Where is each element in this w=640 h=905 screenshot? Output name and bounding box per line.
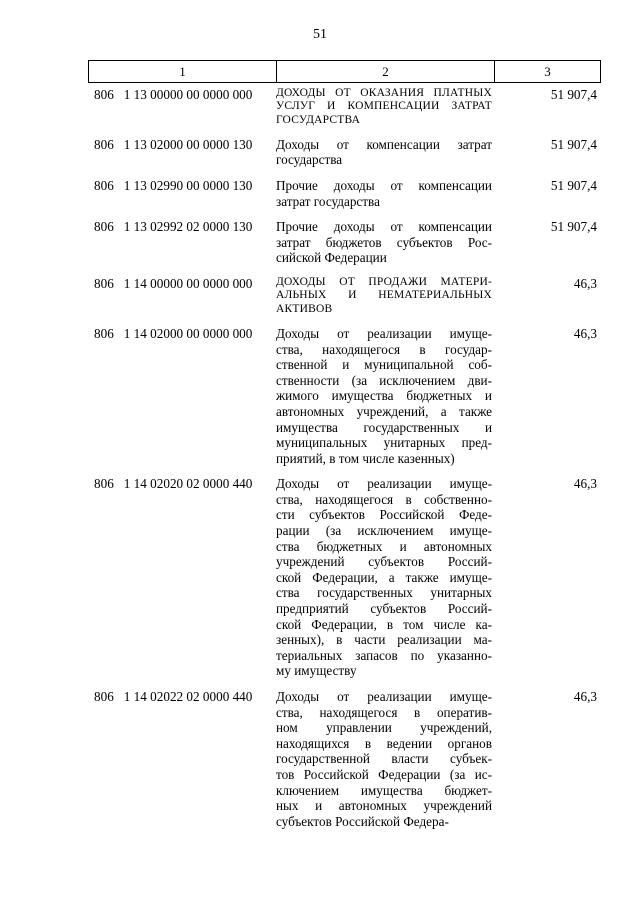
amount-cell: 46,3 [573,689,597,704]
description-line: жимого имущества бюджетных и [276,388,492,404]
description-line: приятий, в том числе казенных) [276,450,455,466]
description-line: Доходы от реализации имуще- [276,325,492,341]
classification-code: 1 13 02990 00 0000 130 [123,178,253,194]
description-line: сти субъектов Российской Феде- [276,507,492,523]
budget-code-cell [88,87,272,127]
amount-cell: 51 907,4 [550,219,597,235]
budget-code-cell [88,326,272,466]
revenue-description [272,87,492,127]
description-line: АКТИВОВ [276,302,333,315]
column-header-table [88,60,601,83]
description-line: субъектов Российской Федера- [276,813,449,829]
description-line: Доходы от реализации имуще- [276,689,492,704]
budget-code-cell [88,276,272,316]
description-line: ства, находящегося в государ- [276,341,492,357]
description-line: государства [276,152,343,168]
revenue-description [272,689,492,829]
description-line: ном управлении учреждений, [276,720,492,736]
amount-cell: 46,3 [573,325,597,341]
description-line: териальных запасов по указанно- [276,647,492,663]
description-line: затрат бюджетов субъектов Рос- [276,234,492,250]
admin-code: 806 [94,178,114,194]
admin-code: 806 [94,219,114,235]
classification-code: 1 13 02000 00 0000 130 [123,136,253,152]
budget-code-cell [88,137,272,168]
table-row [88,476,600,679]
description-line: ДОХОДЫ ОТ ОКАЗАНИЯ ПЛАТНЫХ [276,87,492,99]
classification-code: 1 13 02992 02 0000 130 [123,219,253,235]
description-line: АЛЬНЫХ И НЕМАТЕРИАЛЬНЫХ [276,289,492,302]
description-line: ключением имущества бюджет- [276,782,492,798]
classification-code: 1 14 02022 02 0000 440 [123,689,253,704]
budget-code-cell [88,219,272,266]
description-line: зенных), в части реализации ма- [276,632,492,648]
description-line: ственности (за исключением дви- [276,372,492,388]
table-row [88,689,600,829]
revenue-description [272,137,492,168]
admin-code: 806 [94,325,114,341]
budget-code-cell [88,178,272,209]
amount-cell: 46,3 [573,276,597,292]
revenue-description [272,276,492,316]
description-line: ственной и муниципальной соб- [276,357,492,373]
amount-cell: 51 907,4 [550,87,597,102]
description-line: ской Федерации, в том числе ка- [276,616,492,632]
description-line: ства, находящегося в собственно- [276,491,492,507]
description-line: сийской Федерации [276,250,387,266]
description-line: государственной власти субъек- [276,751,492,767]
classification-code: 1 14 02000 00 0000 000 [123,325,253,341]
description-line: Доходы от реализации имуще- [276,476,492,492]
description-line: находящихся в ведении органов [276,735,492,751]
admin-code: 806 [94,689,114,704]
column-header-1: 1 [89,61,277,83]
admin-code: 806 [94,476,114,492]
description-line: ства, находящегося в оператив- [276,704,492,720]
table-row [88,178,600,209]
revenue-description [272,178,492,209]
description-line: затрат государства [276,193,380,209]
budget-code-cell [88,689,272,829]
description-line: ства государственных унитарных [276,585,492,601]
table-row [88,219,600,266]
admin-code: 806 [94,87,114,102]
column-header-3: 3 [495,61,601,83]
column-header-row [89,61,601,83]
description-line: ской Федерации, а также имуще- [276,569,492,585]
description-line: ГОСУДАРСТВА [276,113,361,126]
description-line: тов Российской Федерации (за ис- [276,766,492,782]
description-line: Прочие доходы от компенсации [276,178,492,194]
description-line: Доходы от компенсации затрат [276,136,492,152]
classification-code: 1 13 00000 00 0000 000 [123,87,253,102]
classification-code: 1 14 02020 02 0000 440 [123,476,253,492]
revenue-description [272,219,492,266]
table-row [88,137,600,168]
description-line: имущества государственных и [276,419,492,435]
amount-cell: 51 907,4 [550,178,597,194]
description-line: УСЛУГ И КОМПЕНСАЦИИ ЗАТРАТ [276,100,492,113]
budget-code-cell [88,476,272,679]
page-number: 51 [313,27,327,42]
table-row [88,276,600,316]
description-line: Прочие доходы от компенсации [276,219,492,235]
revenue-description [272,476,492,679]
revenue-description [272,326,492,466]
description-line: учреждений субъектов Россий- [276,554,492,570]
column-header-2: 2 [277,61,495,83]
amount-cell: 51 907,4 [550,136,597,152]
admin-code: 806 [94,136,114,152]
amount-cell: 46,3 [573,476,597,492]
budget-table-body [88,87,600,839]
description-line: предприятий субъектов Россий- [276,601,492,617]
description-line: му имуществу [276,663,357,679]
description-line: муниципальных унитарных пред- [276,435,492,451]
description-line: автономных учреждений, а также [276,403,492,419]
admin-code: 806 [94,276,114,292]
description-line: ных и автономных учреждений [276,798,492,814]
description-line: ства бюджетных и автономных [276,538,492,554]
description-line: ДОХОДЫ ОТ ПРОДАЖИ МАТЕРИ- [276,276,492,289]
table-row [88,326,600,466]
description-line: рации (за исключением имуще- [276,523,492,539]
classification-code: 1 14 00000 00 0000 000 [123,276,253,292]
table-row [88,87,600,127]
